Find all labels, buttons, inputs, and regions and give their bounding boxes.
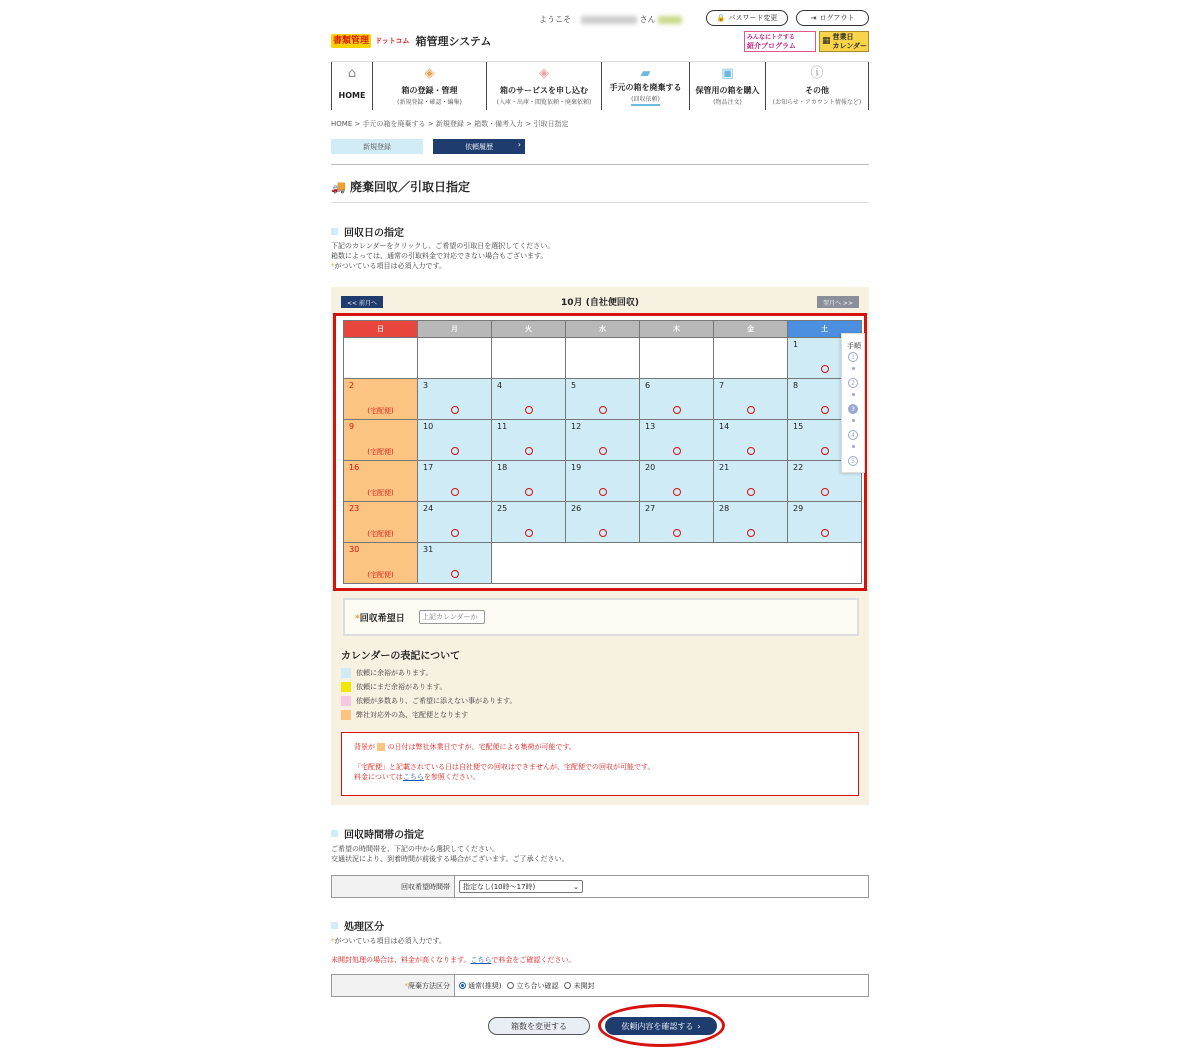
calendar-empty-cell <box>418 338 492 379</box>
calendar-day[interactable] <box>714 502 788 543</box>
chevron-right-icon: › <box>697 1021 701 1031</box>
calendar-day[interactable] <box>344 461 418 502</box>
calendar-day[interactable] <box>492 379 566 420</box>
day-number: 9 <box>349 422 355 431</box>
notice-box: 背景が の日付は弊社休業日ですが、宅配便による集荷が可能です。 「宅配便」と記載されている日は自社便での回収はできませんが、宅配便での回収が可能です。 料金についてはこちらを参照ください。 <box>341 732 859 796</box>
truck-icon: ▰ <box>640 66 651 81</box>
calendar-empty-cell <box>640 338 714 379</box>
disposal-option[interactable] <box>459 981 501 991</box>
password-change-button[interactable]: 🔒 パスワード変更 <box>706 10 788 26</box>
lock-icon: 🔒 <box>716 14 726 22</box>
box-service-icon: ◈ <box>539 66 549 81</box>
available-circle-icon <box>747 406 755 414</box>
chevron-right-icon: › <box>517 140 521 149</box>
confirm-request-button[interactable]: 依頼内容を確認する › <box>605 1017 717 1035</box>
calendar-day[interactable] <box>788 502 862 543</box>
day-number: 11 <box>497 422 508 431</box>
legend-title: カレンダーの表記について <box>341 651 461 662</box>
day-number: 28 <box>719 504 730 513</box>
section-description: ご希望の時間帯を、下記の中から選択してください。 交通状況により、到着時間が前後する場合がございます。ご了承ください。 <box>331 845 569 863</box>
day-number: 21 <box>719 463 730 472</box>
account-name-blurred <box>581 16 637 24</box>
time-slot-row <box>331 875 869 898</box>
day-number: 14 <box>719 422 730 431</box>
calendar-day[interactable] <box>566 420 640 461</box>
global-nav <box>331 61 869 109</box>
nav-sublabel: (新規登録・確認・編集) <box>397 99 462 106</box>
calendar-day[interactable] <box>344 420 418 461</box>
nav-sublabel: (入庫・出庫・閲覧依頼・廃棄依頼) <box>496 99 592 106</box>
day-number: 5 <box>571 381 577 390</box>
day-number: 22 <box>793 463 804 472</box>
logout-icon: ⇥ <box>810 14 817 22</box>
nav-sublabel: (物品注文) <box>713 99 742 106</box>
calendar-day[interactable] <box>344 379 418 420</box>
available-circle-icon <box>747 447 755 455</box>
courier-label: (宅配便) <box>367 407 394 415</box>
calendar-day[interactable] <box>566 461 640 502</box>
chevron-down-icon: ⌄ <box>573 882 579 891</box>
calendar-day[interactable] <box>418 461 492 502</box>
truck-icon: 🚚 <box>331 179 346 194</box>
nav-item-4[interactable] <box>689 62 765 110</box>
weekday-header: 金 <box>714 321 788 338</box>
legend-item <box>341 710 468 720</box>
radio-button[interactable] <box>564 982 571 989</box>
cart-icon: ▣ <box>721 66 734 81</box>
collection-date-input[interactable] <box>419 610 485 624</box>
day-number: 27 <box>645 504 656 513</box>
day-number: 15 <box>793 422 804 431</box>
section-description: 下記のカレンダーをクリックし、ご希望の引取日を選択してください。 箱数によっては、通常の引取料金で対応できない場合もございます。 *がついている項目は必須入力です。 <box>331 242 555 270</box>
calendar-day[interactable] <box>418 543 492 584</box>
day-number: 25 <box>497 504 508 513</box>
weekday-header: 火 <box>492 321 566 338</box>
calendar-day[interactable] <box>640 461 714 502</box>
step-dot <box>852 445 855 448</box>
page-title: 🚚 廃棄回収／引取日指定 <box>331 179 470 194</box>
step-number: 2 <box>848 378 858 388</box>
legend-text: 依頼にまだ余裕があります。 <box>356 683 447 691</box>
legend-swatch <box>341 710 351 720</box>
day-number: 3 <box>423 381 429 390</box>
day-number: 31 <box>423 545 434 554</box>
collection-date-label: *回収希望日 <box>355 614 405 624</box>
unopened-fee-note: 未開封処理の場合は、料金が高くなります。こちらで料金をご確認ください。 <box>331 956 576 964</box>
courier-label: (宅配便) <box>367 530 394 538</box>
calendar-day[interactable] <box>640 420 714 461</box>
nav-label: 保管用の箱を購入 <box>695 86 760 95</box>
day-number: 17 <box>423 463 434 472</box>
legend-text: 依頼に余裕があります。 <box>356 669 433 677</box>
nav-item-5[interactable] <box>765 62 869 110</box>
radio-button[interactable] <box>507 982 514 989</box>
courier-label: (宅配便) <box>367 448 394 456</box>
nav-label: 手元の箱を廃棄する <box>609 83 682 92</box>
day-number: 24 <box>423 504 434 513</box>
radio-button[interactable] <box>459 982 466 989</box>
day-number: 7 <box>719 381 725 390</box>
calendar-day[interactable] <box>418 379 492 420</box>
calendar-empty-cell <box>344 338 418 379</box>
available-circle-icon <box>673 406 681 414</box>
breadcrumb: HOME > 手元の箱を廃棄する > 新規登録 > 箱数・備考入力 > 引取日指定 <box>331 120 569 128</box>
time-slot-select[interactable]: 指定なし(10時～17時) ⌄ <box>459 880 583 893</box>
step-number: 3 <box>848 404 858 414</box>
legend-item <box>341 682 446 692</box>
fee-link[interactable]: こちら <box>470 956 492 964</box>
courier-label: (宅配便) <box>367 489 394 497</box>
available-circle-icon <box>821 365 829 373</box>
available-circle-icon <box>599 488 607 496</box>
day-number: 10 <box>423 422 434 431</box>
calendar-day[interactable] <box>640 379 714 420</box>
section-description: *がついている項目は必須入力です。 <box>331 937 446 945</box>
calendar-empty-cell <box>492 338 566 379</box>
calendar-day[interactable] <box>640 502 714 543</box>
day-number: 19 <box>571 463 582 472</box>
nav-label: 箱のサービスを申し込む <box>500 86 588 95</box>
business-calendar-banner[interactable]: ▦ 営業日 カレンダー <box>819 31 869 52</box>
available-circle-icon <box>451 529 459 537</box>
step-number: 1 <box>848 352 858 362</box>
calendar-empty-cell <box>492 543 862 584</box>
legend-swatch <box>341 696 351 706</box>
calendar-day[interactable] <box>492 502 566 543</box>
legend-text: 依頼が多数あり、ご希望に添えない事があります。 <box>356 697 517 705</box>
weekday-header: 月 <box>418 321 492 338</box>
change-box-count-button[interactable]: 箱数を変更する <box>488 1017 590 1035</box>
site-logo[interactable]: 書類管理 ドットコム 箱管理システム <box>333 35 492 48</box>
calendar-empty-cell <box>714 338 788 379</box>
disposal-option[interactable] <box>507 981 558 991</box>
calendar-icon: ▦ <box>822 36 831 46</box>
disposal-method-row <box>331 974 869 997</box>
legend-swatch <box>341 668 351 678</box>
available-circle-icon <box>525 488 533 496</box>
section-heading-processing: 処理区分 <box>331 918 384 933</box>
available-circle-icon <box>599 447 607 455</box>
calendar-day[interactable] <box>492 461 566 502</box>
legend-text: 弊社対応外の為、宅配便となります <box>356 711 468 719</box>
day-number: 1 <box>793 340 799 349</box>
radio-label: 通常(推奨) <box>468 981 502 990</box>
referral-program-banner[interactable]: みんなにトクする 紹介プログラム <box>744 31 816 52</box>
day-number: 4 <box>497 381 503 390</box>
available-circle-icon <box>525 406 533 414</box>
nav-label: HOME <box>338 91 366 100</box>
logout-button[interactable]: ⇥ ログアウト <box>796 10 869 26</box>
disposal-method-label: * 廃棄方法区分 <box>332 975 455 996</box>
disposal-option[interactable] <box>564 981 594 991</box>
available-circle-icon <box>747 529 755 537</box>
divider <box>331 202 869 203</box>
tab-request-history[interactable]: 依頼履歴 › <box>433 139 525 154</box>
calendar-highlight-frame <box>333 313 867 591</box>
available-circle-icon <box>451 570 459 578</box>
day-number: 18 <box>497 463 508 472</box>
calendar-day[interactable] <box>714 420 788 461</box>
available-circle-icon <box>821 529 829 537</box>
step-number: 5 <box>848 456 858 466</box>
day-number: 23 <box>349 504 360 513</box>
home-icon: ⌂ <box>347 66 357 81</box>
day-number: 12 <box>571 422 582 431</box>
courier-label: (宅配便) <box>367 571 394 579</box>
day-number: 6 <box>645 381 651 390</box>
calendar-day[interactable] <box>418 502 492 543</box>
available-circle-icon <box>821 447 829 455</box>
day-number: 2 <box>349 381 355 390</box>
user-name-blurred <box>658 16 682 24</box>
calendar-day[interactable] <box>344 502 418 543</box>
radio-label: 立ち合い確認 <box>516 981 559 990</box>
calendar-day[interactable] <box>714 379 788 420</box>
available-circle-icon <box>525 447 533 455</box>
available-circle-icon <box>599 406 607 414</box>
orange-swatch <box>377 743 385 751</box>
calendar-title: 10月 (自社便回収) <box>561 298 639 308</box>
day-number: 16 <box>349 463 360 472</box>
welcome-text: ようこそ さん <box>539 14 682 25</box>
nav-item-1[interactable] <box>372 62 486 110</box>
calendar-day[interactable] <box>344 543 418 584</box>
fee-link[interactable]: こちら <box>402 773 424 781</box>
calendar-day[interactable] <box>492 420 566 461</box>
section-heading-time: 回収時間帯の指定 <box>331 826 424 841</box>
nav-item-3[interactable] <box>601 62 689 110</box>
time-slot-label: 回収希望時間帯 <box>332 876 455 897</box>
step-number: 4 <box>848 430 858 440</box>
system-title: 箱管理システム <box>415 35 492 48</box>
available-circle-icon <box>673 447 681 455</box>
calendar-day[interactable] <box>566 379 640 420</box>
nav-label: 箱の登録・管理 <box>401 86 458 95</box>
day-number: 13 <box>645 422 656 431</box>
nav-sublabel: (お知らせ・アカウント情報など) <box>772 99 862 106</box>
step-dot <box>852 367 855 370</box>
nav-sublabel: (回収依頼) <box>631 94 660 106</box>
calendar-day[interactable] <box>418 420 492 461</box>
available-circle-icon <box>673 529 681 537</box>
available-circle-icon <box>451 488 459 496</box>
legend-item <box>341 696 516 706</box>
legend-item <box>341 668 432 678</box>
nav-label: その他 <box>805 86 829 95</box>
divider <box>331 164 869 165</box>
page <box>331 0 869 1060</box>
weekday-header: 木 <box>640 321 714 338</box>
confirm-button-highlight <box>598 1004 725 1047</box>
tab-new-registration[interactable]: 新規登録 <box>331 139 423 154</box>
day-number: 30 <box>349 545 360 554</box>
nav-item-0[interactable] <box>331 62 372 110</box>
available-circle-icon <box>525 529 533 537</box>
available-circle-icon <box>673 488 681 496</box>
legend-swatch <box>341 682 351 692</box>
step-dot <box>852 419 855 422</box>
steps-indicator: 手順 1 2 3 4 5 <box>841 333 865 473</box>
available-circle-icon <box>451 447 459 455</box>
available-circle-icon <box>821 406 829 414</box>
calendar-grid <box>343 320 862 584</box>
nav-item-2[interactable] <box>486 62 601 110</box>
available-circle-icon <box>747 488 755 496</box>
day-number: 29 <box>793 504 804 513</box>
day-number: 20 <box>645 463 656 472</box>
prev-month-button[interactable]: << 前月へ <box>341 296 383 308</box>
info-icon: ⓘ <box>810 66 824 81</box>
section-heading-collection-date: 回収日の指定 <box>331 224 404 239</box>
day-number: 26 <box>571 504 582 513</box>
step-dot <box>852 393 855 396</box>
weekday-header: 日 <box>344 321 418 338</box>
calendar-day[interactable] <box>566 502 640 543</box>
radio-label: 未開封 <box>573 981 595 990</box>
available-circle-icon <box>599 529 607 537</box>
calendar-empty-cell <box>566 338 640 379</box>
next-month-button[interactable]: 翌月へ >> <box>817 296 859 308</box>
available-circle-icon <box>451 406 459 414</box>
weekday-header: 土 <box>788 321 862 338</box>
box-icon: ◈ <box>424 66 435 81</box>
day-number: 8 <box>793 381 799 390</box>
collection-date-box <box>343 598 859 636</box>
calendar-day[interactable] <box>714 461 788 502</box>
weekday-header: 水 <box>566 321 640 338</box>
available-circle-icon <box>821 488 829 496</box>
